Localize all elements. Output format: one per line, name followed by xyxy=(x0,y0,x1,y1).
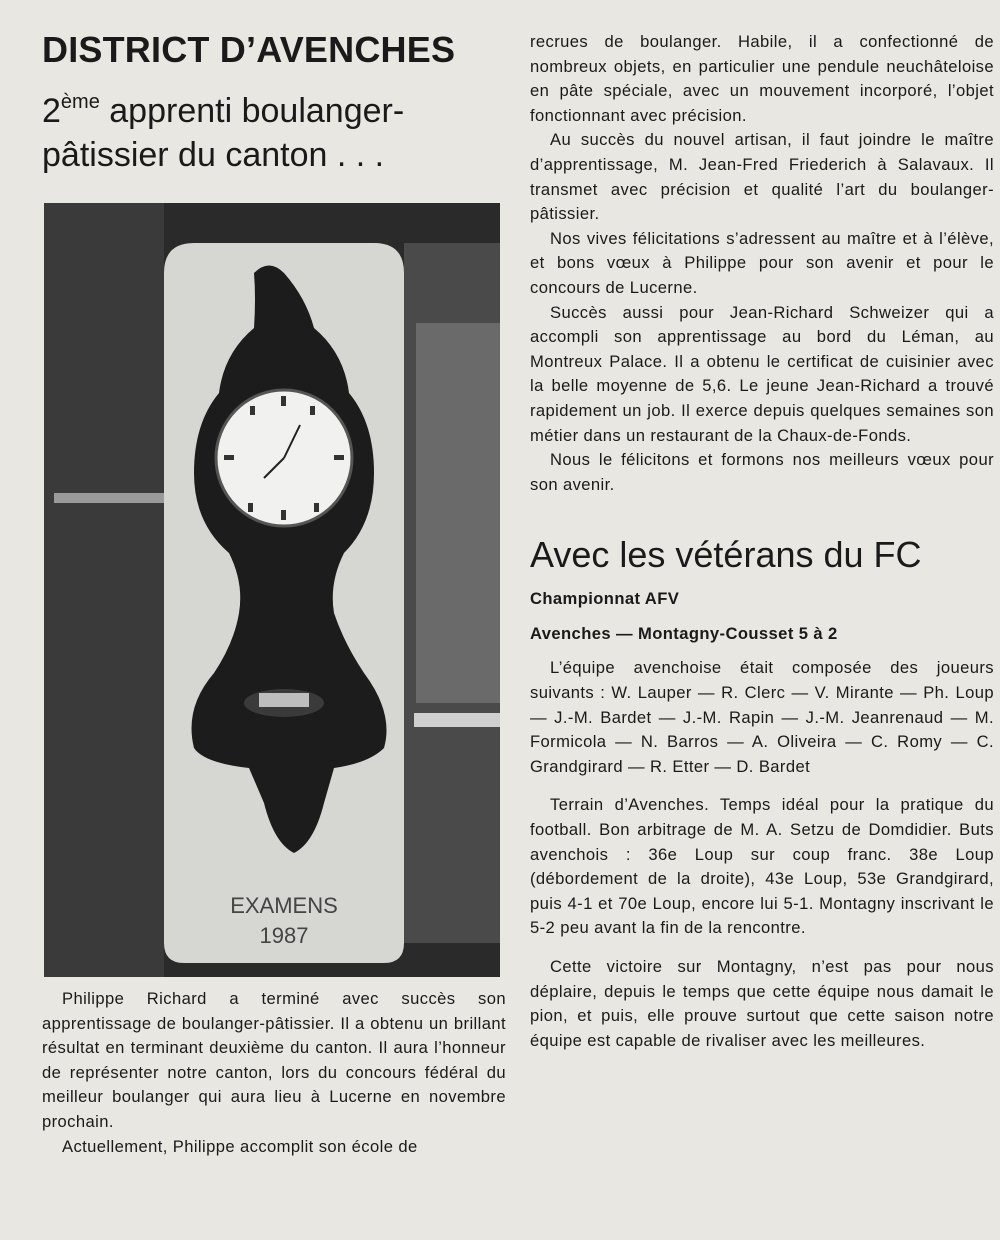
right-paragraph-3: Nos vives félicitations s’adressent au maître et à l’élève, et bons vœux à Philippe pour son avenir et pour le concours de Lucerne. xyxy=(530,228,994,297)
article-headline xyxy=(42,80,506,177)
left-column xyxy=(42,28,506,1159)
right-paragraph-6: L’équipe avenchoise était composée des joueurs suivants : W. Lauper — R. Clerc — V. Mirante — Ph. Loup — J.-M. Bardet — J.-M. Rapin — J.-M. Jeanrenaud — M. Formicola — N. Barros — A. Oliveira — C. Romy — C. Grandgirard — R. Etter — D. Bardet xyxy=(530,658,994,776)
right-paragraph-4: Succès aussi pour Jean-Richard Schweizer qui a accompli son apprentissage au bord du Léman, au Montreux Palace. Il a obtenu le certificat de cuisinier avec la belle moyenne de 5,6. Le jeune Jean-Richard a trouvé rapidement un job. Il exerce depuis quelques semaines son métier dans un restaurant de la Chaux-de-Fonds. xyxy=(530,302,994,445)
headline-superscript: ème xyxy=(60,91,100,113)
right-paragraph-7: Terrain d’Avenches. Temps idéal pour la pratique du football. Bon arbitrage de M. A. Setzu de Domdidier. Buts avenchois : 36e Loup sur coup franc. 38e Loup (débordement de la droite), 43e Loup, 53e Grandgirard, puis 4-1 et 70e Loup, encore lui 5-1. Montagny inscrivant le 5-2 peu avant la fin de la rencontre. xyxy=(530,795,994,938)
right-paragraph-2: Au succès du nouvel artisan, il faut joindre le maître d’apprentissage, M. Jean-Fred Friederich à Salavaux. Il transmet avec précision et qualité l’art du boulanger-pâtissier. xyxy=(530,130,994,224)
photo-caption-examens: EXAMENS xyxy=(230,893,338,918)
subhead-championnat: Championnat AFV xyxy=(530,589,680,609)
district-title: DISTRICT D’AVENCHES xyxy=(42,29,456,70)
headline-text: apprenti boulanger-pâtissier du canton . . . xyxy=(42,92,405,174)
clock-photo-illustration xyxy=(44,203,500,977)
subhead-match-result: Avenches — Montagny-Cousset 5 à 2 xyxy=(530,623,838,643)
photo-caption-year: 1987 xyxy=(259,923,309,948)
right-paragraph-1: recrues de boulanger. Habile, il a confectionné de nombreux objets, en particulier une pendule neuchâteloise en pâte spéciale, avec un mouvement incorporé, l’objet fonctionnant avec précision. xyxy=(530,32,994,125)
section-title-veterans: Avec les vétérans du FC xyxy=(530,534,922,576)
right-paragraph-5: Nous le félicitons et formons nos meilleurs vœux pour son avenir. xyxy=(530,450,994,494)
clock-photo xyxy=(44,203,500,977)
right-paragraph-8: Cette victoire sur Montagny, n’est pas pour nous déplaire, depuis le temps que cette équipe nous damait le pion, et puis, elle prouve surtout que cette saison notre équipe est capable de rivaliser avec les meilleures. xyxy=(530,957,994,1050)
headline-number: 2 xyxy=(42,92,61,130)
right-column xyxy=(530,30,994,1053)
left-paragraph-1: Philippe Richard a terminé avec succès son apprentissage de boulanger-pâtissier. Il a obtenu un brillant résultat en terminant deuxième du canton. Il aura l’honneur de représenter notre canton, lors du concours fédéral du meilleur boulanger qui aura lieu à Lucerne en novembre prochain. xyxy=(42,989,506,1131)
left-paragraph-2: Actuellement, Philippe accomplit son école de xyxy=(62,1136,418,1156)
